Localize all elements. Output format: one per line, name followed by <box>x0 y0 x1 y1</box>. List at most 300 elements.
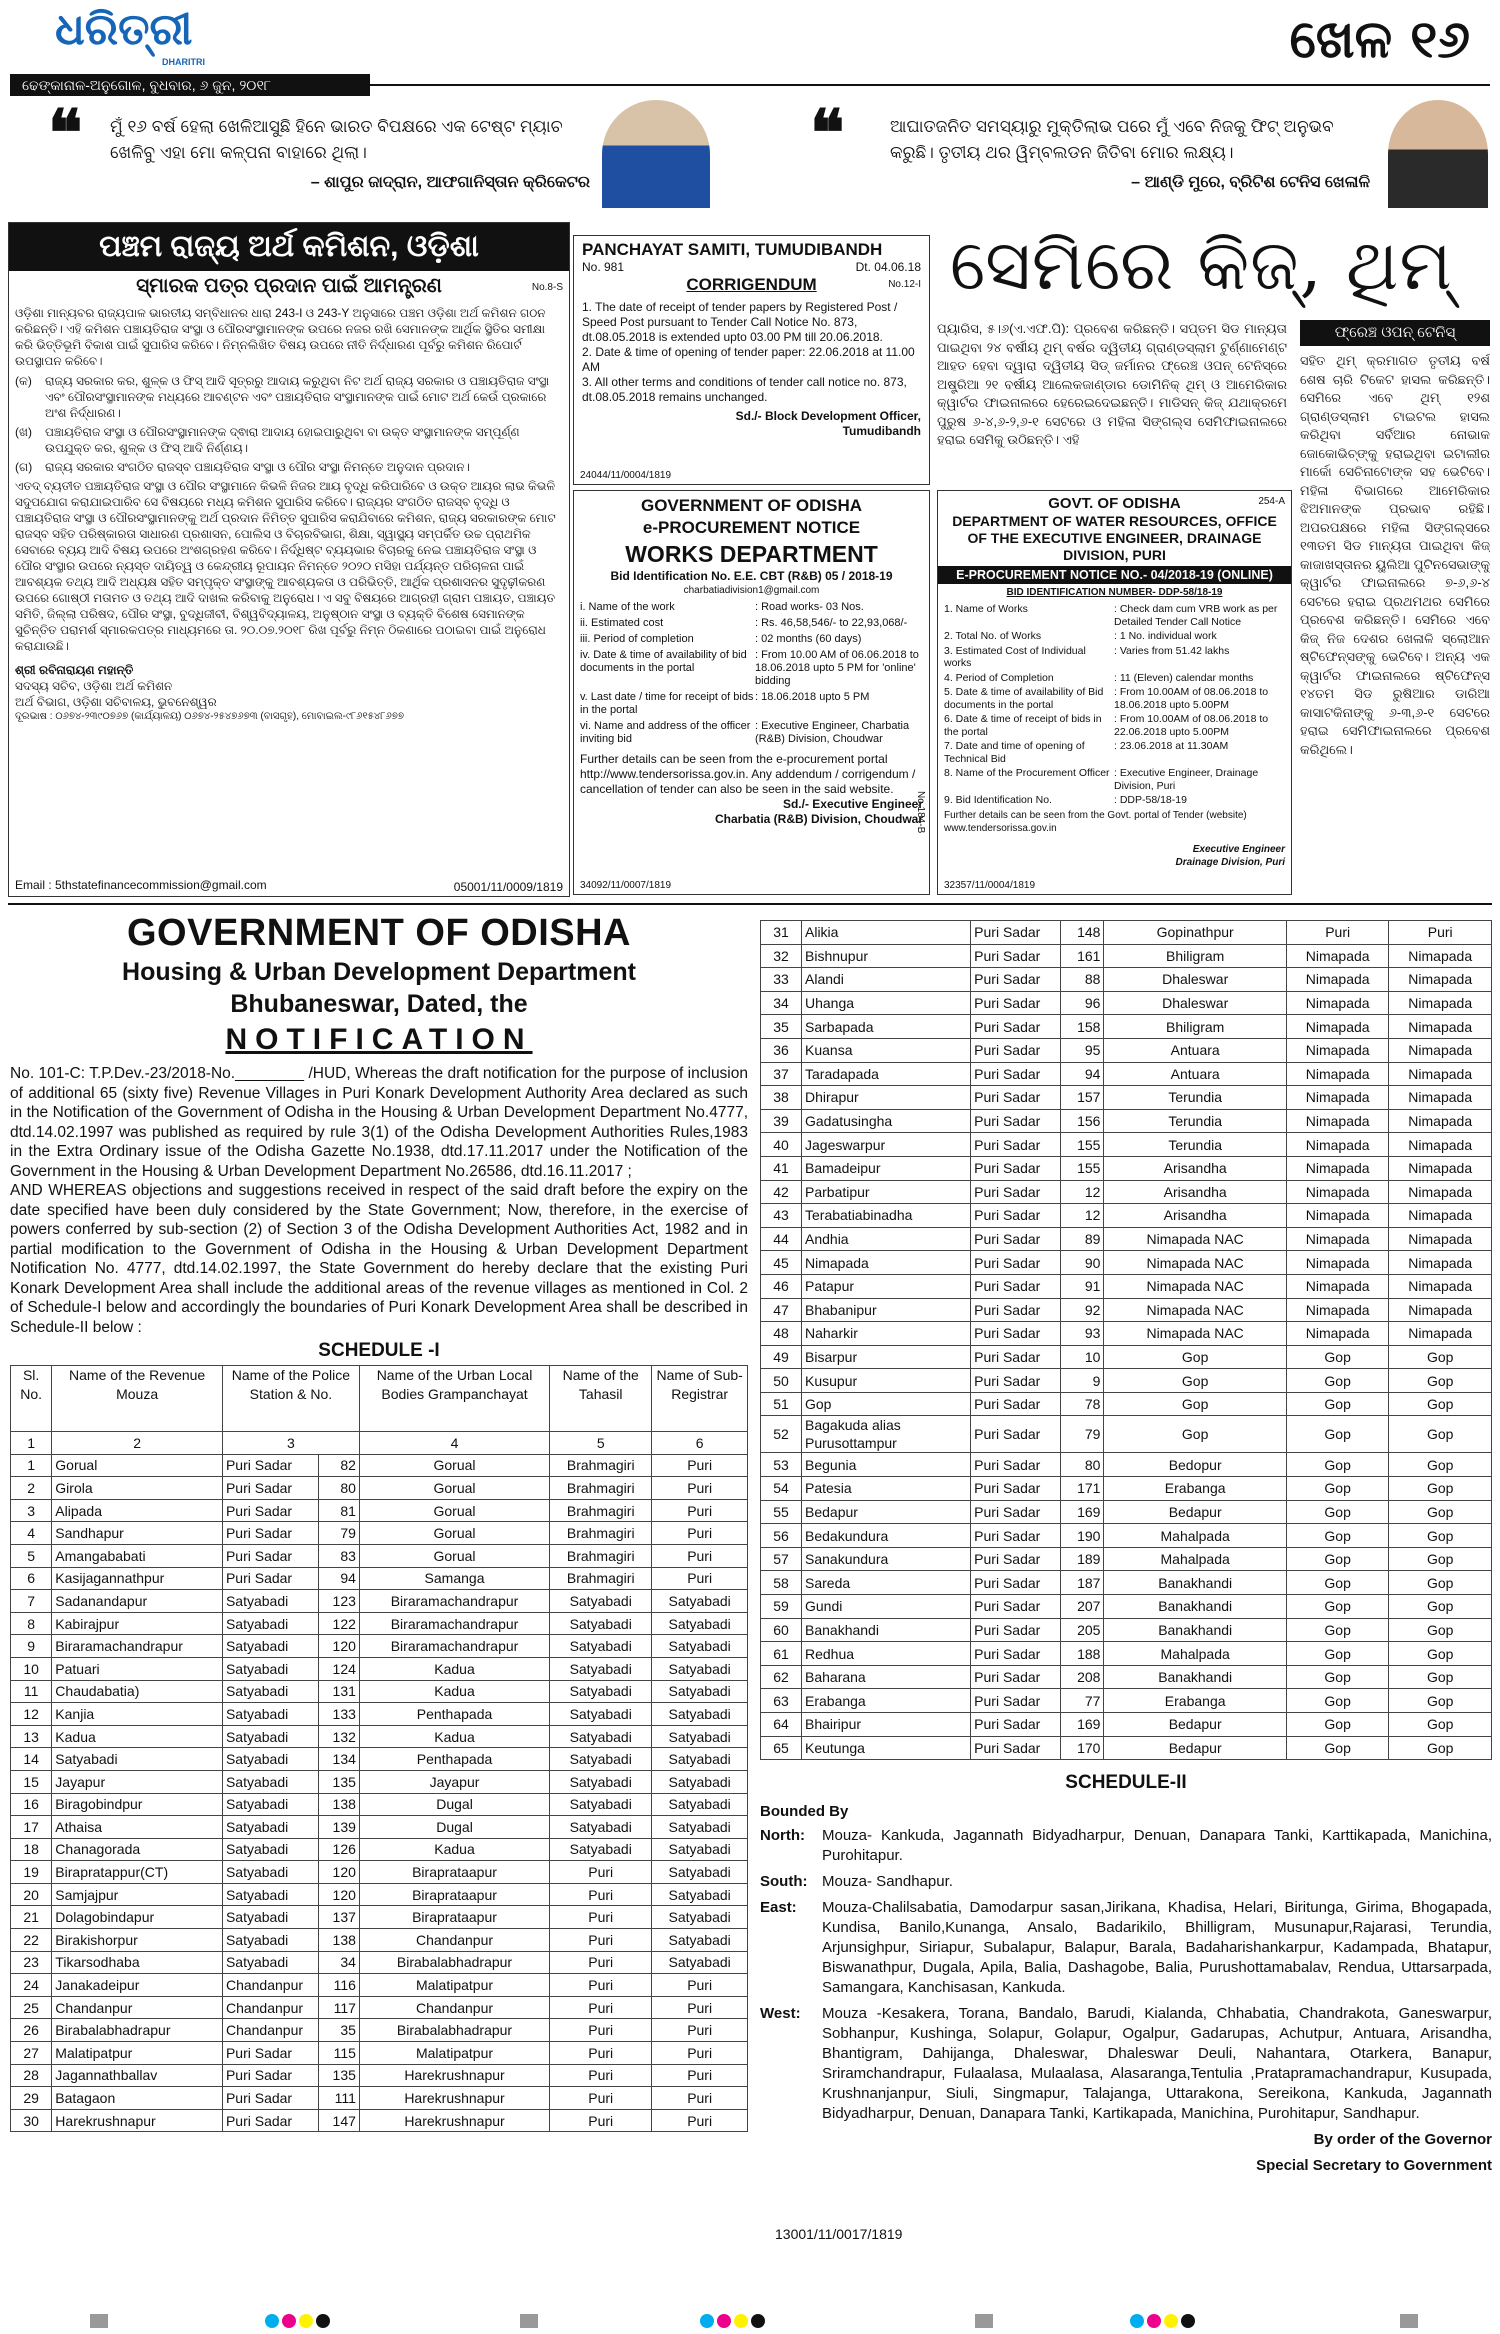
schedule1-row <box>11 1612 748 1635</box>
schedule1-cell: Arisandha <box>1104 1180 1286 1204</box>
schedule1-cell: Puri <box>652 2042 748 2065</box>
schedule1-cell: Bhairipur <box>802 1713 971 1737</box>
schedule1-cell: Puri <box>550 1996 652 2019</box>
schedule1-cell: Gop <box>1389 1571 1492 1595</box>
quote-author: – ଆଣ୍ଡି ମୁରେ, ବ୍ରିଟିଶ ଟେନିସ ଖେଳାଳି <box>1131 174 1370 191</box>
schedule1-cell: Nimapada <box>1389 1062 1492 1086</box>
works-dept-ad <box>573 490 930 895</box>
schedule1-cell: Puri Sadar <box>971 1109 1061 1133</box>
schedule1-cell: Satyabadi <box>550 1793 652 1816</box>
schedule1-cell: Birakishorpur <box>52 1929 223 1952</box>
schedule1-cell: 205 <box>1061 1618 1104 1642</box>
schedule1-cell: Satyabadi <box>222 1883 318 1906</box>
schedule1-cell: Brahmagiri <box>550 1454 652 1477</box>
schedule1-cell: 77 <box>1061 1689 1104 1713</box>
schedule1-cell: Puri Sadar <box>971 1477 1061 1501</box>
schedule1-cell: Satyabadi <box>652 1770 748 1793</box>
schedule1-cell: 28 <box>11 2064 52 2087</box>
schedule1-cell: Gop <box>1286 1416 1389 1453</box>
schedule1-cell: 120 <box>318 1883 359 1906</box>
schedule1-cell: Satyabadi <box>652 1635 748 1658</box>
schedule1-cell: Jayapur <box>359 1770 549 1793</box>
schedule1-cell: Bhiligram <box>1104 944 1286 968</box>
schedule1-cell: Satyabadi <box>222 1906 318 1929</box>
schedule1-cell: Puri Sadar <box>222 1499 318 1522</box>
finance-signer-title: ସଦସ୍ୟ ସଚିବ, ଓଡ଼ିଶା ଅର୍ଥ କମିଶନ <box>15 679 173 693</box>
schedule1-cell: Mahalpada <box>1104 1547 1286 1571</box>
schedule1-cell: 161 <box>1061 944 1104 968</box>
schedule1-cell: 9 <box>1061 1369 1104 1393</box>
schedule1-row <box>11 1567 748 1590</box>
schedule1-cell: Alandi <box>802 968 971 992</box>
schedule1-cell: Gop <box>1286 1642 1389 1666</box>
schedule1-cell: 124 <box>318 1657 359 1680</box>
schedule1-cell: Gop <box>1389 1369 1492 1393</box>
water-footer: Further details can be seen from the Govt. portal of Tender (website) www.tendersorissa.gov.in <box>944 809 1247 834</box>
schedule1-cell: Gop <box>1286 1524 1389 1548</box>
schedule1-cell: 5 <box>11 1544 52 1567</box>
schedule1-row <box>761 1086 1492 1110</box>
schedule1-cell: 57 <box>761 1547 802 1571</box>
schedule1-row <box>761 1227 1492 1251</box>
schedule1-row <box>761 1477 1492 1501</box>
water-row: 5. Date & time of availability of Bid documents in the portal : From 10.00AM of 08.06.2018 to 18.06.2018 upto 5.00PM <box>944 686 1269 711</box>
schedule1-cell: Puri Sadar <box>971 1062 1061 1086</box>
schedule1-cell: 10 <box>11 1657 52 1680</box>
schedule1-row <box>11 1861 748 1884</box>
schedule1-cell: 10 <box>1061 1345 1104 1369</box>
story-col1: ପ୍ୟାରିସ, ୫।୬(ଏ.ଏଫ.ପି): ପ୍ରବେଶ କରିଛନ୍ତି। ସପ୍ତମ ସିଡ ମାନ୍ୟତା ପାଇଥିବା ୨୪ ବର୍ଷୀୟ ଥିମ୍ ବର୍ଷର ଦ୍ୱିତୀୟ ଗ୍ରାଣ୍ଡସ୍ଲାମ ଟୁର୍ଣ୍ଣାମେଣ୍ଟ ଆହତ ହେବା ଦ୍ୱାରା ଦ୍ୱିତୀୟ ସିଡ୍ ଜର୍ମାନର ଫ୍ରେଞ୍ଚ ଓପନ୍ ଟେନିସ୍‌ରେ ଅଷ୍ଟ୍ରିଆ ୨୧ ବର୍ଷୀୟ ଆଲେକଜାଣ୍ଡାର ଡୋମିନିକ୍ ଥିମ୍ ଓ ଆମେରିକାର କ୍ୱାର୍ଟର ଫାଇନାଲରେ ହେରେଇଦେଇଛନ୍ତି। ମାଡିସନ୍ କିଜ୍ ଯଥାକ୍ରମେ ପୁରୁଷ ୬-୪,୬-୨,୬-୧ ସେଟରେ ଓ ମହିଳା ସିଙ୍ଗଲ୍ସ ସେମିଫାଇନାଲରେ ହରାଇ ସେମିକୁ ଉଠିଛନ୍ତି। ଏହି <box>937 321 1287 447</box>
schedule1-cell: Biraramachandrapur <box>359 1635 549 1658</box>
schedule1-cell: 122 <box>318 1612 359 1635</box>
schedule1-cell: 78 <box>1061 1392 1104 1416</box>
schedule1-row <box>761 921 1492 945</box>
schedule1-cell: 54 <box>761 1477 802 1501</box>
schedule1-cell: Banakhandi <box>802 1618 971 1642</box>
schedule1-cell: Harekrushnapur <box>52 2109 223 2132</box>
schedule1-cell: 26 <box>11 2019 52 2042</box>
schedule1-cell: Satyabadi <box>222 1838 318 1861</box>
schedule1-row <box>11 1816 748 1839</box>
schedule1-cell: Nimapada <box>1389 1251 1492 1275</box>
schedule1-row <box>761 1453 1492 1477</box>
schedule1-cell: 46 <box>761 1274 802 1298</box>
schedule1-cell: Satyabadi <box>222 1635 318 1658</box>
schedule1-cell: Puri Sadar <box>971 1322 1061 1346</box>
schedule1-cell: Satyabadi <box>222 1612 318 1635</box>
schedule1-cell: 80 <box>1061 1453 1104 1477</box>
schedule1-cell: Puri <box>652 1996 748 2019</box>
schedule1-row <box>761 1595 1492 1619</box>
schedule1-cell: Mahalpada <box>1104 1524 1286 1548</box>
works-notice: e-PROCUREMENT NOTICE <box>642 518 861 537</box>
schedule1-row <box>11 1703 748 1726</box>
schedule1-cell: 22 <box>11 1929 52 1952</box>
schedule1-cell: Puri <box>550 2064 652 2087</box>
schedule1-cell: Gop <box>1104 1345 1286 1369</box>
schedule1-cell: Gop <box>1286 1392 1389 1416</box>
schedule1-cell: Gop <box>1389 1618 1492 1642</box>
page-number: ୧୬ <box>1410 9 1470 70</box>
schedule1-row <box>11 2064 748 2087</box>
schedule1-cell: 132 <box>318 1725 359 1748</box>
schedule1-cell: Gop <box>1389 1345 1492 1369</box>
schedule1-cell: Puri Sadar <box>222 1454 318 1477</box>
schedule1-cell: 187 <box>1061 1571 1104 1595</box>
schedule1-cell: Satyabadi <box>222 1929 318 1952</box>
schedule1-row <box>761 1547 1492 1571</box>
finance-item: (ଖ) ପଞ୍ଚାୟତିରାଜ ସଂସ୍ଥା ଓ ପୌରସଂସ୍ଥାମାନଙ୍କ ଦ୍ଵାରା ଆଦାୟ ହୋଇପାରୁଥିବା ବା ଉକ୍ତ ସଂସ୍ଥାମାନଙ୍କ ସମ୍ପୂର୍ଣ୍ଣ ଉପଯୁକ୍ତ କର, ଶୁଳ୍କ ଓ ଫିସ୍ ଆଦି ନିର୍ଣ୍ଣୟ। <box>15 425 520 455</box>
works-row: v. Last date / time for receipt of bids in the portal : 18.06.2018 upto 5 PM <box>580 691 870 716</box>
schedule1-cell: Puri <box>652 1454 748 1477</box>
story-kicker: ଫ୍ରେଞ୍ଚ ଓପନ୍ ଟେନିସ୍ <box>1300 320 1490 346</box>
schedule1-cell: Satyabadi <box>550 1748 652 1771</box>
schedule1-cell: 62 <box>761 1665 802 1689</box>
schedule1-cell: Brahmagiri <box>550 1477 652 1500</box>
schedule1-cell: 155 <box>1061 1156 1104 1180</box>
finance-intro: ଓଡ଼ିଶା ମାନ୍ୟବର ରାଜ୍ୟପାଳ ଭାରତୀୟ ସମ୍ବିଧାନର ଧାରା 243-I ଓ 243-Y ଅନୁସାରେ ପଞ୍ଚମ ଓଡ଼ିଶା ଅର୍ଥ କମିଶନ ଗଠନ କରିଛନ୍ତି। ଏହି କମିଶନ ପଞ୍ଚାୟତିରାଜ ସଂସ୍ଥା ଓ ପୌରସଂସ୍ଥାମାନଙ୍କ ଉପରେ ନଜର ରଖି ସେମାନଙ୍କ ଆର୍ଥିକ ସ୍ଥିତିର ସମୀକ୍ଷା କରି ଭିତ୍ତିଭୂମି ବିକାଶ ପାଇଁ ସୁପାରିସ କରିବେ। ନିମ୍ନଲିଖିତ ବିଷୟ ଉପରେ ନୀତି ନିର୍ଦ୍ଧାରଣ ପୂର୍ବରୁ କମିଶନ ରିପୋର୍ଟ ଉପସ୍ଥାପନ କରିବେ। <box>15 306 546 368</box>
schedule1-cell: Gorual <box>359 1454 549 1477</box>
schedule1-cell: Satyabadi <box>222 1951 318 1974</box>
schedule1-row <box>761 1298 1492 1322</box>
schedule1-cell: 148 <box>1061 921 1104 945</box>
schedule1-cell: 120 <box>318 1861 359 1884</box>
registration-marks <box>0 2312 1500 2332</box>
schedule1-cell: Uhanga <box>802 991 971 1015</box>
schedule1-colnum-row: 1 2 3 4 5 6 <box>11 1432 748 1455</box>
schedule1-cell: 170 <box>1061 1736 1104 1760</box>
schedule1-cell: Puri Sadar <box>971 1345 1061 1369</box>
schedule1-cell: 17 <box>11 1816 52 1839</box>
schedule1-cell: Satyabadi <box>550 1680 652 1703</box>
schedule1-cell: 3 <box>11 1499 52 1522</box>
boundary-row <box>760 2004 1492 2124</box>
schedule1-cell: 157 <box>1061 1086 1104 1110</box>
schedule1-cell: Satyabadi <box>222 1680 318 1703</box>
schedule1-cell: Puri Sadar <box>971 1571 1061 1595</box>
schedule1-cell: Keutunga <box>802 1736 971 1760</box>
schedule1-cell: Satyabadi <box>652 1703 748 1726</box>
schedule1-cell: Gop <box>1286 1736 1389 1760</box>
schedule1-cell: Patapur <box>802 1274 971 1298</box>
schedule1-cell: 135 <box>318 1770 359 1793</box>
schedule1-cell: Kadua <box>359 1680 549 1703</box>
schedule1-cell: Parbatipur <box>802 1180 971 1204</box>
schedule1-cell: 8 <box>11 1612 52 1635</box>
schedule1-cell: 189 <box>1061 1547 1104 1571</box>
schedule1-cell: Biraprataapur <box>359 1906 549 1929</box>
schedule1-cell: Nimapada NAC <box>1104 1298 1286 1322</box>
schedule1-cell: Gorual <box>359 1522 549 1545</box>
schedule1-cell: Gop <box>1286 1665 1389 1689</box>
schedule1-cell: Chaudabatia) <box>52 1680 223 1703</box>
schedule1-row <box>761 944 1492 968</box>
schedule1-cell: Harekrushnapur <box>359 2064 549 2087</box>
schedule1-cell: Gop <box>1389 1736 1492 1760</box>
schedule1-cell: 59 <box>761 1595 802 1619</box>
schedule1-cell: Puri Sadar <box>971 1369 1061 1393</box>
schedule1-row <box>11 2019 748 2042</box>
schedule1-cell: 120 <box>318 1635 359 1658</box>
schedule1-cell: Gop <box>1286 1713 1389 1737</box>
schedule1-cell: 43 <box>761 1204 802 1228</box>
finance-ref: No.8-S <box>531 282 563 293</box>
schedule1-cell: Harekrushnapur <box>359 2109 549 2132</box>
schedule1-cell: Satyabadi <box>222 1770 318 1793</box>
schedule1-cell: Gop <box>1389 1642 1492 1666</box>
schedule1-cell: Gop <box>1104 1392 1286 1416</box>
schedule1-cell: Satyabadi <box>550 1725 652 1748</box>
schedule1-cell: 45 <box>761 1251 802 1275</box>
schedule1-row <box>761 1133 1492 1157</box>
schedule1-cell: 52 <box>761 1416 802 1453</box>
schedule1-cell: Malatipatpur <box>359 1974 549 1997</box>
schedule1-cell: Nimapada <box>1389 1109 1492 1133</box>
schedule1-cell: Gop <box>1104 1369 1286 1393</box>
works-email: charbatiadivision1@gmail.com <box>683 585 820 596</box>
schedule1-cell: Puri Sadar <box>222 2064 318 2087</box>
works-row: vi. Name and address of the officer inviting bid : Executive Engineer, Charbatia (R&B) Division, Choudwar <box>580 720 910 745</box>
schedule1-cell: Dhaleswar <box>1104 991 1286 1015</box>
schedule1-cell: Nimapada <box>1286 1109 1389 1133</box>
schedule1-cell: Gop <box>1389 1595 1492 1619</box>
schedule1-cell: 6 <box>11 1567 52 1590</box>
schedule1-cell: 64 <box>761 1713 802 1737</box>
schedule1-cell: Gop <box>1389 1713 1492 1737</box>
schedule1-cell: Samjajpur <box>52 1883 223 1906</box>
schedule1-cell: 47 <box>761 1298 802 1322</box>
masthead-logo-sub: DHARITRI <box>162 57 205 67</box>
schedule1-cell: Satyabadi <box>652 1816 748 1839</box>
schedule1-cell: Gop <box>1389 1500 1492 1524</box>
schedule1-cell: Andhia <box>802 1227 971 1251</box>
schedule1-cell: Gop <box>1286 1595 1389 1619</box>
schedule1-row <box>11 1883 748 1906</box>
boundary-row <box>760 1898 1492 1998</box>
finance-body: ଏତଦ୍ ବ୍ୟତୀତ ପଞ୍ଚାୟତିରାଜ ସଂସ୍ଥା ଓ ପୌର ସଂସ୍ଥାମାନେ କିଭଳି ନିଜର ଆୟ ବୃଦ୍ଧି କରିପାରିବେ ଓ ଉକ୍ତ ଆୟର ଲାଭ କିଭଳି ସଦୁପଯୋଗ କରାଯାଇପାରିବ ସେ ବିଷୟରେ ମଧ୍ୟ କମିଶନ ସୁପାରିସ କରିବେ। ରାଜ୍ୟର ସଂଗଠିତ ରାଜସ୍ବ ବୃଦ୍ଧି ଓ ପଞ୍ଚାୟତିରାଜ ସଂସ୍ଥା ଓ ପୌରସଂସ୍ଥାମାନଙ୍କୁ ଅର୍ଥ ପ୍ରଦାନ ନିମିତ୍ତ ସୁପାରିସ କରାଯିବାରେ କମିଶନ, ରାଜ୍ୟ ସରକାରଙ୍କ ମୋଟ ରାଜସ୍ବ ସହିତ ପରିଷ୍କାରତା ସାଧାରଣ ପ୍ରଶାସନ, ପୋଲିସ ଓ ବିଚାରବିଭାଗ, ଶିକ୍ଷା, ସ୍ୱାସ୍ଥ୍ୟ ସମ୍ପର୍କିତ ଉଚ୍ଚ ପ୍ରାଥମିକ ସେବାରେ ବ୍ୟୟ ଆଦି ବିଷୟ ଉପରେ ଅଂଶଗ୍ରହଣ କରିବେ। ନିର୍ଦ୍ଧିଷ୍ଟ ବ୍ୟୟଭାର ବିଚାରକୁ ନେଇ ପଞ୍ଚାୟତିରାଜ ସଂସ୍ଥା ଓ ପୌର ସଂସ୍ଥାର ଉପରେ ନ୍ୟସ୍ତ ଦାୟିତ୍ୱ ଓ କେନ୍ଦ୍ରୀୟ ରୂପାୟନ ନିମନ୍ତେ ୨୦୨୦ ମସିହା ପର୍ଯ୍ୟନ୍ତ ପରିଚାଳନା ପାଇଁ ଆବଶ୍ୟକ ତଥ୍ୟ ଆଦି ଅଧ୍ୟକ୍ଷ ସହିତ ସମ୍ପୃକ୍ତ ସଂସ୍ଥାଙ୍କୁ ଆବଶ୍ୟକତା ଓ ପରିଭିତ୍ତି, ଆର୍ଥିକ ପ୍ରଶାସନର ସୁଦୃଢ଼ୀକରଣ ଉପରେ ଗୋଷ୍ଠୀ ମତାମତ ଓ ତଥ୍ୟ ଆଦି ଦାଖଲ କରିବାକୁ ଅନୁରୋଧ। ଏ ସବୁ ବିଷୟରେ ଆଗ୍ରହୀ ଗ୍ରାମ ପଞ୍ଚାୟତ, ପଞ୍ଚାୟତ ସମିତି, ଜିଲ୍ଲା ପରିଷଦ, ପୌର ସଂସ୍ଥା, ବୁଦ୍ଧିଜୀବୀ, ବିଶ୍ୱବିଦ୍ୟାଳୟ, ଅନୁଷ୍ଠାନ ସଂସ୍ଥା ଓ ବ୍ୟକ୍ତି ବିଶେଷ ସେମାନଙ୍କ ସୁଚିନ୍ତିତ ପରାମର୍ଶ ସ୍ମାରକପତ୍ର ମାଧ୍ୟମରେ ତା. ୨୦.୦୭.୨୦୧୮ ରିଖ ପୂର୍ବରୁ ନିମ୍ନ ଠିକଣାରେ ପଠାଇବା ପାଇଁ ଅନୁରୋଧ କରାଯାଉଛି। <box>15 479 556 653</box>
schedule1-cell: 9 <box>11 1635 52 1658</box>
schedule1-cell: 95 <box>1061 1038 1104 1062</box>
secretary-line: Special Secretary to Government <box>1256 2157 1492 2175</box>
schedule1-cell: Satyabadi <box>550 1612 652 1635</box>
schedule1-cell: 94 <box>1061 1062 1104 1086</box>
schedule1-cell: Satyabadi <box>652 1906 748 1929</box>
schedule2-bounds <box>760 1826 1492 2124</box>
water-sign1: Executive Engineer <box>1192 843 1285 855</box>
schedule1-row <box>11 1725 748 1748</box>
boundary-text: Mouza-Chalilsabatia, Damodarpur sasan,Jirikana, Khadisa, Helari, Biritunga, Girima, Bhogapada, Kundisa, Banilo,Kunanga, Ansalo, Badarikilo, Bhilligram, Musunapur,Rajarasi, Terundia, Arjunsighpur, Siriapur, Subalapur, Balapur, Barala, Badaharishankarpur, Kadampada, Bhatapur, Biswanathpur, Dugala, Apila, Balia, Dashagobe, Balia, Purushottamabalav, Rendua, Uttarsarpada, Samangara, Kanchisasan, Kankuda. <box>822 1899 1492 1997</box>
schedule1-row <box>11 1996 748 2019</box>
schedule1-row <box>761 1204 1492 1228</box>
schedule1-header-row: Sl. No. Name of the Revenue Mouza Name of the Police Station & No. Name of the Urban Local Bodies Grampanchayat Name of the Tahasil Name of Sub-Registrar <box>11 1366 748 1432</box>
schedule1-cell: Satyabadi <box>222 1657 318 1680</box>
schedule1-cell: 36 <box>761 1038 802 1062</box>
schedule1-cell: Satyabadi <box>652 1612 748 1635</box>
notification-place: Bhubaneswar, Dated, the <box>230 990 528 1018</box>
schedule1-cell: Puri Sadar <box>971 1736 1061 1760</box>
schedule1-cell: Kanjia <box>52 1703 223 1726</box>
order-line: By order of the Governor <box>1313 2131 1492 2149</box>
story-col2: ସହିତ ଥିମ୍ କ୍ରମାଗତ ତୃତୀୟ ବର୍ଷ ଶେଷ ଚାରି ଟିକେଟ ହାସଲ କରିଛନ୍ତି। ସେମିରେ ଏବେ ଥିମ୍ ୧୨ଶ ଗ୍ରାଣ୍ଡସ୍ଲାମ ଟାଇଟଲ ହାସଲ କରିଥିବା ସର୍ବିଆର ନୋଭାକ ଜୋକୋଭିଚ୍‌ଙ୍କୁ ହରାଇଥିବା ଇଟାଲୀର ମାର୍କୋ ସେଚିନାଟୋଙ୍କ ସହ ଭେଟିବେ। ମହିଳା ବିଭାଗରେ ଆମେରିକାର ଝିଅମାନଙ୍କ ପ୍ରଭାବ ରହିଛି। ଅପରପକ୍ଷରେ ମହିଳା ସିଙ୍ଗଲ୍ସରେ ୧୩ତମ ସିଡ ମାନ୍ୟତା ପାଇଥିବା କିଜ୍ କାଜାଖସ୍ତାନର ୟୁଲିଆ ପୁଟିନସେଭାଙ୍କୁ କ୍ୱାର୍ଟର ଫାଇନାଲରେ ୭-୬,୬-୪ ସେଟରେ ହରାଇ ପ୍ରଥମଥର ସେମିରେ ପ୍ରବେଶ କରିଛନ୍ତି। ସେମିରେ ଏବେ କିଜ୍ ନିଜ ଦେଶର ଖେଳାଳି ସ୍ଲୋଆନ ଷ୍ଟିଫେନ୍‌ସଙ୍କୁ ଭେଟିବେ। ଅନ୍ୟ ଏକ କ୍ୱାର୍ଟର ଫାଇନାଲରେ ଷ୍ଟିଫେନ୍ସ ୧୪ତମ ସିଡ ରୁଷିଆର ଡାରିଆ କାସାଟକିନାଙ୍କୁ ୬-୩,୬-୧ ସେଟରେ ହରାଇ ସେମିଫାଇନାଲରେ ପ୍ରବେଶ କରିଥିଲେ। <box>1300 353 1490 757</box>
schedule1-cell: 131 <box>318 1680 359 1703</box>
schedule1-cell: 12 <box>11 1703 52 1726</box>
schedule1-cell: Chandanpur <box>52 1996 223 2019</box>
corrigendum-item: 2. Date & time of opening of tender paper: 22.06.2018 at 11.00 AM <box>582 345 915 374</box>
schedule1-cell: 91 <box>1061 1274 1104 1298</box>
schedule1-cell: 55 <box>761 1500 802 1524</box>
schedule1-cell: Puri <box>550 1951 652 1974</box>
water-row: 7. Date and time of opening of Technical Bid : 23.06.2018 at 11.30AM <box>944 740 1229 765</box>
notification-title: NOTIFICATION <box>225 1023 533 1056</box>
schedule1-table-left <box>10 1365 748 2132</box>
schedule1-cell: Puri Sadar <box>971 1547 1061 1571</box>
schedule1-cell: Puri <box>550 2087 652 2110</box>
schedule1-cell: Nimapada <box>1286 1015 1389 1039</box>
schedule1-cell: Satyabadi <box>652 1748 748 1771</box>
color-dots <box>700 2314 768 2333</box>
works-sign1: Sd./- Executive Engineer <box>782 797 923 811</box>
notification-left <box>10 910 748 2300</box>
schedule1-cell: Satyabadi <box>550 1657 652 1680</box>
schedule1-cell: Chandanpur <box>359 1929 549 1952</box>
schedule1-cell: Gop <box>1286 1547 1389 1571</box>
schedule1-cell: Nimapada <box>1286 1038 1389 1062</box>
schedule1-cell: Biraramachandrapur <box>359 1612 549 1635</box>
schedule1-cell: Sareda <box>802 1571 971 1595</box>
schedule1-cell: 111 <box>318 2087 359 2110</box>
schedule1-cell: Gop <box>1389 1453 1492 1477</box>
schedule1-cell: Puri <box>1286 921 1389 945</box>
schedule1-cell: Penthapada <box>359 1703 549 1726</box>
schedule1-cell: Chandanpur <box>222 1996 318 2019</box>
schedule1-cell: Terabatiabinadha <box>802 1204 971 1228</box>
water-bid: BID IDENTIFICATION NUMBER- DDP-58/18-19 <box>1006 587 1223 598</box>
schedule1-cell: Nimapada <box>1286 1062 1389 1086</box>
schedule1-cell: Erabanga <box>802 1689 971 1713</box>
schedule1-cell: 20 <box>11 1883 52 1906</box>
works-side: No.184-B <box>915 791 926 834</box>
schedule1-cell: Nimapada <box>1389 968 1492 992</box>
schedule1-cell: 12 <box>1061 1180 1104 1204</box>
schedule1-cell: Puri <box>652 1544 748 1567</box>
schedule1-cell: 79 <box>318 1522 359 1545</box>
schedule1-cell: Puri <box>652 1499 748 1522</box>
schedule1-cell: Satyabadi <box>652 1725 748 1748</box>
water-notice: E-PROCUREMENT NOTICE NO.- 04/2018-19 (ONLINE) <box>938 566 1291 584</box>
works-dept: WORKS DEPARTMENT <box>625 541 878 567</box>
water-row: 9. Bid Identification No. : DDP-58/18-19 <box>944 794 1187 806</box>
schedule1-cell: 93 <box>1061 1322 1104 1346</box>
schedule1-cell: Puri <box>652 2019 748 2042</box>
schedule1-cell: Bedapur <box>1104 1736 1286 1760</box>
schedule1-cell: Kadua <box>52 1725 223 1748</box>
schedule1-cell: Puri Sadar <box>971 991 1061 1015</box>
schedule1-cell: Bedapur <box>1104 1500 1286 1524</box>
schedule1-cell: Satyabadi <box>652 1883 748 1906</box>
water-row: 3. Estimated Cost of Individual works : Varies from 51.42 lakhs <box>944 644 1230 669</box>
schedule1-cell: Puri Sadar <box>971 1642 1061 1666</box>
schedule1-cell: Dhaleswar <box>1104 968 1286 992</box>
schedule1-cell: Bamadeipur <box>802 1156 971 1180</box>
schedule1-cell: Gop <box>1389 1689 1492 1713</box>
masthead-dateline: ଢେଙ୍କାନାଳ-ଅନୁଗୋଳ, ବୁଧବାର, ୬ ଜୁନ, ୨୦୧୮ <box>10 74 370 96</box>
water-sign2: Drainage Division, Puri <box>1175 856 1285 868</box>
quote-text: ଆଘାତଜନିତ ସମସ୍ୟାରୁ ମୁକ୍ତିଲାଭ ପରେ ମୁଁ ଏବେ ନିଜକୁ ଫିଟ୍ ଅନୁଭବ କରୁଛି। ତୃତୀୟ ଥର ୱିମ୍ବଲଡନ ଜିତିବା ମୋର ଲକ୍ଷ୍ୟ। <box>890 117 1334 162</box>
schedule1-cell: Nimapada <box>1389 1156 1492 1180</box>
schedule1-row <box>761 1524 1492 1548</box>
schedule1-row <box>11 1838 748 1861</box>
schedule1-cell: Puri Sadar <box>971 1133 1061 1157</box>
section-divider <box>8 903 1492 905</box>
schedule1-cell: 41 <box>761 1156 802 1180</box>
schedule1-row <box>761 1322 1492 1346</box>
schedule1-cell: 63 <box>761 1689 802 1713</box>
schedule1-cell: Puri Sadar <box>971 1274 1061 1298</box>
schedule1-cell: Nimapada <box>1389 1204 1492 1228</box>
player-photo <box>602 100 710 208</box>
corrigendum-org: PANCHAYAT SAMITI, TUMUDIBANDH <box>582 240 883 259</box>
schedule1-cell: Puri Sadar <box>222 2042 318 2065</box>
schedule1-cell: Banakhandi <box>1104 1571 1286 1595</box>
schedule1-cell: 80 <box>318 1477 359 1500</box>
schedule1-cell: Erabanga <box>1104 1477 1286 1501</box>
schedule1-row <box>761 1369 1492 1393</box>
schedule1-cell: Satyabadi <box>222 1861 318 1884</box>
schedule1-cell: 19 <box>11 1861 52 1884</box>
schedule1-cell: Puri Sadar <box>971 1015 1061 1039</box>
boundary-direction: North: <box>760 1827 805 1845</box>
schedule1-cell: 27 <box>11 2042 52 2065</box>
schedule1-cell: Puri Sadar <box>971 1665 1061 1689</box>
schedule1-cell: 25 <box>11 1996 52 2019</box>
schedule1-cell: Puri Sadar <box>971 1204 1061 1228</box>
schedule1-cell: Satyabadi <box>52 1748 223 1771</box>
schedule1-row <box>761 1156 1492 1180</box>
schedule1-cell: Gop <box>1286 1571 1389 1595</box>
schedule1-cell: 126 <box>318 1838 359 1861</box>
schedule1-cell: Arisandha <box>1104 1204 1286 1228</box>
masthead-logo: ଧରିତ୍ରୀ <box>55 4 193 55</box>
section-label: ଖେଳ <box>1289 9 1393 70</box>
schedule1-cell: Puri <box>652 1477 748 1500</box>
schedule1-row <box>11 1477 748 1500</box>
schedule1-row <box>11 1974 748 1997</box>
schedule1-cell: 115 <box>318 2042 359 2065</box>
schedule1-cell: Kasijagannathpur <box>52 1567 223 1590</box>
schedule1-cell: Baharana <box>802 1665 971 1689</box>
schedule1-cell: Puri <box>550 2042 652 2065</box>
schedule1-cell: Puri Sadar <box>971 1689 1061 1713</box>
schedule1-cell: Puri Sadar <box>971 1156 1061 1180</box>
schedule1-cell: Birapratappur(CT) <box>52 1861 223 1884</box>
schedule1-cell: 40 <box>761 1133 802 1157</box>
schedule1-cell: 29 <box>11 2087 52 2110</box>
schedule1-cell: Chandanpur <box>359 1996 549 2019</box>
corrigendum-ad <box>573 235 930 485</box>
schedule1-cell: Nimapada <box>1286 944 1389 968</box>
water-row: 2. Total No. of Works : 1 No. individual work <box>944 630 1217 642</box>
schedule1-cell: 96 <box>1061 991 1104 1015</box>
schedule1-cell: Gop <box>1286 1369 1389 1393</box>
schedule1-cell: 138 <box>318 1793 359 1816</box>
water-row: 1. Name of Works : Check dam cum VRB work as per Detailed Tender Call Notice <box>944 603 1278 628</box>
schedule1-cell: Satyabadi <box>550 1838 652 1861</box>
schedule1-row <box>11 1793 748 1816</box>
schedule1-cell: 123 <box>318 1590 359 1613</box>
schedule1-cell: Gorual <box>359 1499 549 1522</box>
schedule1-cell: 82 <box>318 1454 359 1477</box>
schedule1-cell: 34 <box>318 1951 359 1974</box>
